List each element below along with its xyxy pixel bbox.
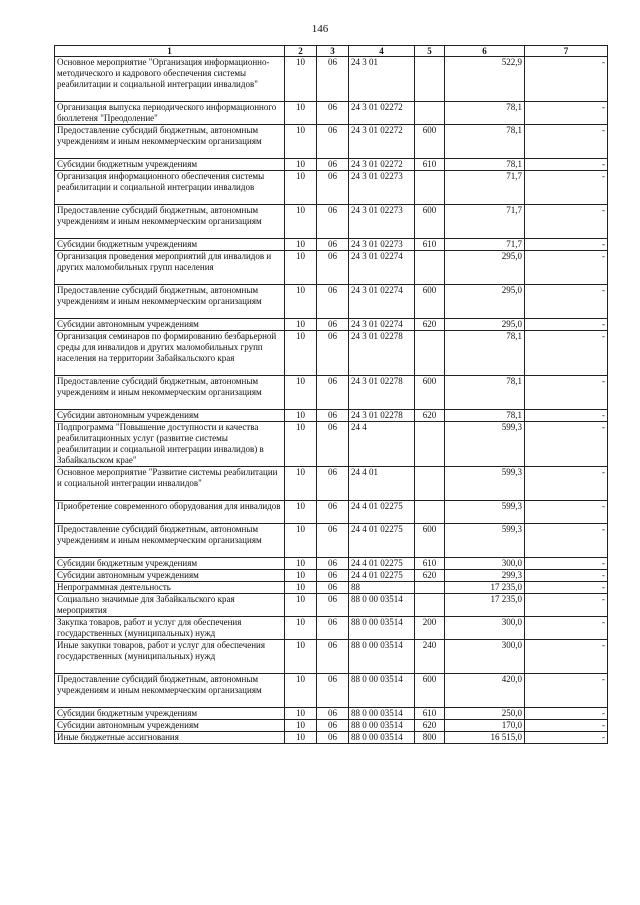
cell-expense-type: 620 (415, 410, 445, 422)
cell-amount: 71,7 (445, 239, 525, 251)
cell-section: 10 (285, 376, 317, 410)
table-row (55, 125, 608, 159)
cell-target-code: 24 3 01 02274 (349, 251, 415, 285)
cell-expense-type: 620 (415, 570, 445, 582)
cell-expense-type: 610 (415, 239, 445, 251)
cell-amount: 16 515,0 (445, 732, 525, 744)
header-col-4: 4 (349, 46, 415, 57)
cell-expense-type: 620 (415, 319, 445, 331)
cell-target-code: 24 4 (349, 422, 415, 467)
cell-target-code: 24 3 01 02273 (349, 205, 415, 239)
cell-amount-extra: - (525, 285, 608, 319)
cell-subsection: 06 (317, 594, 349, 617)
cell-amount-extra: - (525, 102, 608, 125)
table-row (55, 524, 608, 558)
cell-section: 10 (285, 501, 317, 524)
cell-amount: 78,1 (445, 410, 525, 422)
cell-target-code: 24 3 01 02272 (349, 125, 415, 159)
cell-name: Организация информационного обеспечения системы реабилитации и социальной интеграции инвалидов (55, 171, 285, 205)
cell-amount-extra: - (525, 570, 608, 582)
table-row (55, 720, 608, 732)
cell-amount: 599,3 (445, 501, 525, 524)
cell-amount: 599,3 (445, 422, 525, 467)
cell-section: 10 (285, 239, 317, 251)
cell-name: Субсидии бюджетным учреждениям (55, 558, 285, 570)
cell-amount-extra: - (525, 524, 608, 558)
cell-expense-type: 610 (415, 159, 445, 171)
cell-expense-type: 600 (415, 524, 445, 558)
table-row (55, 558, 608, 570)
table-row (55, 251, 608, 285)
cell-expense-type (415, 582, 445, 594)
table-row (55, 410, 608, 422)
cell-expense-type: 620 (415, 720, 445, 732)
cell-name: Субсидии автономным учреждениям (55, 410, 285, 422)
table-row (55, 674, 608, 708)
cell-section: 10 (285, 422, 317, 467)
cell-target-code: 24 3 01 (349, 57, 415, 102)
cell-subsection: 06 (317, 501, 349, 524)
cell-amount: 17 235,0 (445, 594, 525, 617)
table-row (55, 319, 608, 331)
cell-subsection: 06 (317, 331, 349, 376)
cell-target-code: 88 0 00 03514 (349, 720, 415, 732)
cell-target-code: 88 0 00 03514 (349, 708, 415, 720)
cell-subsection: 06 (317, 422, 349, 467)
header-row (55, 46, 608, 57)
cell-expense-type (415, 331, 445, 376)
cell-name: Предоставление субсидий бюджетным, автономным учреждениям и иным некоммерческим организациям (55, 125, 285, 159)
cell-target-code: 88 0 00 03514 (349, 594, 415, 617)
cell-section: 10 (285, 285, 317, 319)
cell-subsection: 06 (317, 674, 349, 708)
table-row (55, 422, 608, 467)
cell-name: Иные бюджетные ассигнования (55, 732, 285, 744)
cell-section: 10 (285, 708, 317, 720)
table-row (55, 617, 608, 640)
cell-section: 10 (285, 171, 317, 205)
header-col-3: 3 (317, 46, 349, 57)
header-col-7: 7 (525, 46, 608, 57)
cell-name: Организация выпуска периодического информационного бюллетеня "Преодоление" (55, 102, 285, 125)
cell-target-code: 24 4 01 02275 (349, 558, 415, 570)
cell-section: 10 (285, 467, 317, 501)
cell-target-code: 24 4 01 (349, 467, 415, 501)
cell-amount: 599,3 (445, 467, 525, 501)
cell-amount-extra: - (525, 251, 608, 285)
cell-section: 10 (285, 102, 317, 125)
cell-target-code: 24 4 01 02275 (349, 501, 415, 524)
cell-amount: 295,0 (445, 251, 525, 285)
page-number: 146 (311, 23, 329, 35)
cell-name: Предоставление субсидий бюджетным, автономным учреждениям и иным некоммерческим организациям (55, 376, 285, 410)
cell-amount: 78,1 (445, 376, 525, 410)
cell-target-code: 88 0 00 03514 (349, 732, 415, 744)
cell-target-code: 24 3 01 02274 (349, 319, 415, 331)
cell-section: 10 (285, 319, 317, 331)
cell-section: 10 (285, 125, 317, 159)
cell-amount-extra: - (525, 708, 608, 720)
cell-expense-type: 600 (415, 376, 445, 410)
cell-subsection: 06 (317, 582, 349, 594)
cell-section: 10 (285, 524, 317, 558)
cell-section: 10 (285, 582, 317, 594)
cell-subsection: 06 (317, 720, 349, 732)
cell-expense-type (415, 467, 445, 501)
table-row (55, 159, 608, 171)
cell-section: 10 (285, 640, 317, 674)
cell-section: 10 (285, 720, 317, 732)
cell-subsection: 06 (317, 410, 349, 422)
cell-subsection: 06 (317, 558, 349, 570)
header-col-2: 2 (285, 46, 317, 57)
cell-name: Организация семинаров по формированию безбарьерной среды для инвалидов и других маломобильных групп населения на территории Забайкальского края (55, 331, 285, 376)
cell-subsection: 06 (317, 285, 349, 319)
table-row (55, 331, 608, 376)
cell-expense-type: 600 (415, 285, 445, 319)
cell-subsection: 06 (317, 171, 349, 205)
cell-name: Субсидии автономным учреждениям (55, 319, 285, 331)
table-row (55, 102, 608, 125)
cell-amount: 299,3 (445, 570, 525, 582)
cell-section: 10 (285, 732, 317, 744)
cell-name: Основное мероприятие "Развитие системы реабилитации и социальной интеграции инвалидов" (55, 467, 285, 501)
cell-amount-extra: - (525, 674, 608, 708)
cell-target-code: 88 0 00 03514 (349, 674, 415, 708)
cell-expense-type (415, 57, 445, 102)
cell-subsection: 06 (317, 617, 349, 640)
cell-target-code: 24 3 01 02272 (349, 102, 415, 125)
cell-amount-extra: - (525, 640, 608, 674)
cell-amount: 250,0 (445, 708, 525, 720)
cell-amount-extra: - (525, 125, 608, 159)
cell-name: Приобретение современного оборудования для инвалидов (55, 501, 285, 524)
cell-target-code: 24 3 01 02278 (349, 376, 415, 410)
cell-expense-type: 200 (415, 617, 445, 640)
cell-target-code: 24 4 01 02275 (349, 570, 415, 582)
cell-amount: 295,0 (445, 319, 525, 331)
cell-expense-type: 600 (415, 205, 445, 239)
cell-expense-type (415, 422, 445, 467)
cell-amount: 300,0 (445, 617, 525, 640)
cell-amount-extra: - (525, 732, 608, 744)
cell-name: Субсидии автономным учреждениям (55, 570, 285, 582)
cell-name: Основное мероприятие "Организация информационно-методического и кадрового обеспечения системы реабилитации и социальной интеграции инвалидов" (55, 57, 285, 102)
table-row (55, 501, 608, 524)
cell-amount-extra: - (525, 558, 608, 570)
cell-target-code: 24 3 01 02273 (349, 239, 415, 251)
table-row (55, 467, 608, 501)
cell-expense-type (415, 501, 445, 524)
cell-expense-type: 610 (415, 708, 445, 720)
cell-section: 10 (285, 410, 317, 422)
cell-amount: 71,7 (445, 171, 525, 205)
cell-target-code: 88 0 00 03514 (349, 617, 415, 640)
cell-section: 10 (285, 331, 317, 376)
header-col-5: 5 (415, 46, 445, 57)
cell-subsection: 06 (317, 640, 349, 674)
table-row (55, 570, 608, 582)
cell-section: 10 (285, 617, 317, 640)
cell-section: 10 (285, 57, 317, 102)
cell-amount-extra: - (525, 501, 608, 524)
cell-amount-extra: - (525, 376, 608, 410)
cell-amount-extra: - (525, 319, 608, 331)
cell-target-code: 24 3 01 02274 (349, 285, 415, 319)
cell-amount-extra: - (525, 422, 608, 467)
cell-amount: 78,1 (445, 102, 525, 125)
cell-amount-extra: - (525, 57, 608, 102)
cell-section: 10 (285, 251, 317, 285)
table-row (55, 285, 608, 319)
cell-amount: 71,7 (445, 205, 525, 239)
cell-expense-type: 600 (415, 125, 445, 159)
cell-amount: 17 235,0 (445, 582, 525, 594)
cell-section: 10 (285, 159, 317, 171)
cell-target-code: 88 0 00 03514 (349, 640, 415, 674)
cell-amount: 78,1 (445, 125, 525, 159)
cell-amount: 522,9 (445, 57, 525, 102)
table-row (55, 171, 608, 205)
cell-subsection: 06 (317, 708, 349, 720)
cell-subsection: 06 (317, 732, 349, 744)
cell-section: 10 (285, 594, 317, 617)
cell-expense-type: 800 (415, 732, 445, 744)
cell-section: 10 (285, 674, 317, 708)
cell-expense-type: 600 (415, 674, 445, 708)
cell-target-code: 24 3 01 02272 (349, 159, 415, 171)
cell-amount-extra: - (525, 582, 608, 594)
cell-amount: 78,1 (445, 159, 525, 171)
cell-expense-type (415, 102, 445, 125)
header-col-1: 1 (55, 46, 285, 57)
cell-name: Субсидии бюджетным учреждениям (55, 159, 285, 171)
cell-subsection: 06 (317, 239, 349, 251)
cell-subsection: 06 (317, 467, 349, 501)
cell-expense-type: 610 (415, 558, 445, 570)
cell-subsection: 06 (317, 159, 349, 171)
cell-subsection: 06 (317, 524, 349, 558)
cell-amount-extra: - (525, 720, 608, 732)
cell-expense-type (415, 251, 445, 285)
cell-name: Предоставление субсидий бюджетным, автономным учреждениям и иным некоммерческим организациям (55, 674, 285, 708)
cell-expense-type (415, 171, 445, 205)
cell-amount: 599,3 (445, 524, 525, 558)
cell-name: Подпрограмма "Повышение доступности и качества реабилитационных услуг (развитие системы реабилитации и социальной интеграции инвалидов) в Забайкальском крае" (55, 422, 285, 467)
cell-amount-extra: - (525, 239, 608, 251)
cell-amount: 300,0 (445, 640, 525, 674)
cell-name: Предоставление субсидий бюджетным, автономным учреждениям и иным некоммерческим организациям (55, 285, 285, 319)
table-row (55, 239, 608, 251)
cell-amount-extra: - (525, 171, 608, 205)
cell-section: 10 (285, 558, 317, 570)
table-body (55, 57, 608, 744)
cell-subsection: 06 (317, 102, 349, 125)
table-row (55, 57, 608, 102)
cell-subsection: 06 (317, 57, 349, 102)
cell-name: Субсидии бюджетным учреждениям (55, 708, 285, 720)
cell-amount-extra: - (525, 205, 608, 239)
cell-amount: 300,0 (445, 558, 525, 570)
cell-subsection: 06 (317, 319, 349, 331)
cell-name: Субсидии бюджетным учреждениям (55, 239, 285, 251)
cell-subsection: 06 (317, 125, 349, 159)
table-row (55, 732, 608, 744)
cell-amount: 78,1 (445, 331, 525, 376)
cell-target-code: 24 4 01 02275 (349, 524, 415, 558)
cell-amount: 420,0 (445, 674, 525, 708)
cell-target-code: 24 3 01 02273 (349, 171, 415, 205)
cell-amount-extra: - (525, 594, 608, 617)
cell-name: Иные закупки товаров, работ и услуг для обеспечения государственных (муниципальных) нужд (55, 640, 285, 674)
cell-amount-extra: - (525, 617, 608, 640)
cell-subsection: 06 (317, 205, 349, 239)
cell-subsection: 06 (317, 251, 349, 285)
cell-expense-type: 240 (415, 640, 445, 674)
cell-name: Социально значимые для Забайкальского края мероприятия (55, 594, 285, 617)
cell-amount: 295,0 (445, 285, 525, 319)
cell-amount-extra: - (525, 410, 608, 422)
table-row (55, 376, 608, 410)
cell-section: 10 (285, 205, 317, 239)
cell-name: Предоставление субсидий бюджетным, автономным учреждениям и иным некоммерческим организациям (55, 524, 285, 558)
cell-name: Непрограммная деятельность (55, 582, 285, 594)
cell-target-code: 88 (349, 582, 415, 594)
budget-table (54, 45, 608, 744)
table-row (55, 640, 608, 674)
cell-name: Организация проведения мероприятий для инвалидов и других маломобильных групп населения (55, 251, 285, 285)
cell-target-code: 24 3 01 02278 (349, 331, 415, 376)
cell-name: Субсидии автономным учреждениям (55, 720, 285, 732)
table-row (55, 708, 608, 720)
table-row (55, 594, 608, 617)
cell-amount: 170,0 (445, 720, 525, 732)
cell-section: 10 (285, 570, 317, 582)
cell-expense-type (415, 594, 445, 617)
cell-subsection: 06 (317, 376, 349, 410)
cell-name: Предоставление субсидий бюджетным, автономным учреждениям и иным некоммерческим организациям (55, 205, 285, 239)
cell-subsection: 06 (317, 570, 349, 582)
cell-amount-extra: - (525, 467, 608, 501)
table-row (55, 582, 608, 594)
cell-target-code: 24 3 01 02278 (349, 410, 415, 422)
cell-name: Закупка товаров, работ и услуг для обеспечения государственных (муниципальных) нужд (55, 617, 285, 640)
cell-amount-extra: - (525, 331, 608, 376)
cell-amount-extra: - (525, 159, 608, 171)
header-col-6: 6 (445, 46, 525, 57)
table-row (55, 205, 608, 239)
